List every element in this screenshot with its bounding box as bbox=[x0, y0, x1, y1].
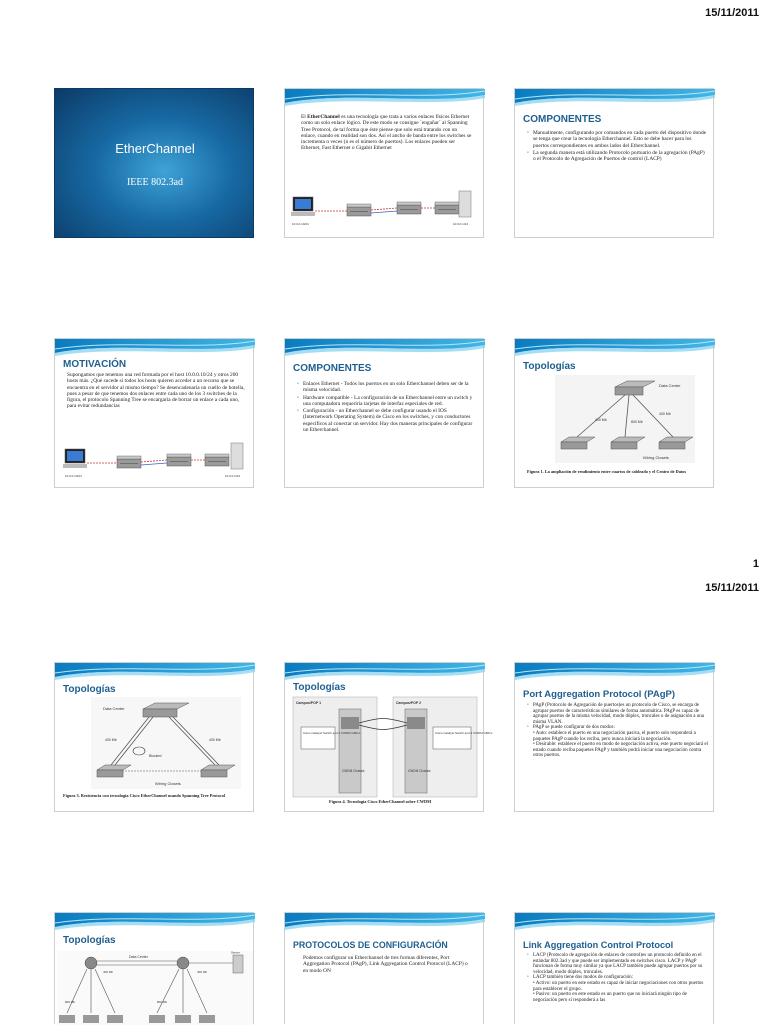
page-number: 1 bbox=[752, 558, 759, 570]
svg-text:CWDM Chassis: CWDM Chassis bbox=[408, 769, 431, 773]
page-date: 15/11/2011 bbox=[705, 7, 759, 19]
slide-title-subtitle: IEEE 802.3ad bbox=[126, 177, 184, 188]
slide-protocolos-text: Podemos configurar un Etherchannel de tres formas diferentes, Port Aggregation Protocol (PAgP), Link Aggregation Control Protocol (LACP) o en modo ON bbox=[303, 955, 468, 974]
slide-protocolos[interactable] bbox=[284, 912, 484, 1024]
slide-motivacion[interactable] bbox=[54, 338, 254, 488]
topology-diagram bbox=[555, 375, 695, 463]
slide-topologias-4[interactable] bbox=[54, 912, 254, 1024]
svg-text:Campus/POP 2: Campus/POP 2 bbox=[396, 701, 422, 705]
slide-heading: Topologías bbox=[293, 682, 346, 693]
slide-componentes-1[interactable] bbox=[514, 88, 714, 238]
data-center-label: Data Center bbox=[659, 383, 681, 388]
slide-header-wave bbox=[515, 913, 715, 939]
svg-text:Blocked: Blocked bbox=[149, 754, 162, 758]
cwdm-diagram bbox=[293, 697, 493, 797]
slide-intro[interactable] bbox=[284, 88, 484, 238]
slide-heading: Topologías bbox=[63, 684, 116, 695]
slide-header-wave bbox=[285, 89, 485, 115]
svg-text:10.0.0.1/24: 10.0.0.1/24 bbox=[453, 222, 469, 226]
slide-lacp-text bbox=[527, 953, 709, 1003]
slide-title-heading: EtherChannel bbox=[115, 141, 195, 156]
slide-header-wave bbox=[285, 913, 485, 939]
network-diagram bbox=[55, 439, 255, 485]
slide-title[interactable] bbox=[54, 88, 254, 238]
slide-heading: COMPONENTES bbox=[293, 363, 372, 374]
figure-caption: Figura 4. Tecnología Cisco EtherChannel sobre CWDM bbox=[329, 799, 432, 804]
topology-diagram bbox=[57, 951, 253, 1025]
slide-bullets bbox=[297, 381, 477, 434]
sub-item: • Activo: un puerto en este estado es capaz de iniciar negociaciones con otros puertos para establecer el grupo. bbox=[533, 980, 704, 992]
svg-text:Server: Server bbox=[231, 950, 240, 955]
svg-text:Cisco Catalyst Switch and 4 CW: Cisco Catalyst Switch and 4 CWDM GBICs bbox=[435, 731, 493, 735]
slide-bullets bbox=[527, 130, 707, 163]
bullet: • LACP también tiene dos modos de configuración: bbox=[527, 975, 634, 981]
slide-header-wave bbox=[285, 339, 485, 365]
slide-topologias-1[interactable] bbox=[514, 338, 714, 488]
bullet: • PAgP se puede configurar de dos modos: bbox=[527, 725, 615, 731]
svg-text:10.0.0.1/24: 10.0.0.1/24 bbox=[225, 474, 241, 478]
bullet: • La segunda manera está utilizando Protocolo portuario de la agregación (PAgP) o el Protocolo de Agregación de Puertos de control (LACP) bbox=[527, 150, 707, 163]
slide-header-wave bbox=[515, 89, 715, 115]
topology-diagram bbox=[91, 697, 241, 789]
slide-heading: Topologías bbox=[63, 935, 116, 946]
slide-heading: Port Aggregation Protocol (PAgP) bbox=[523, 689, 675, 700]
sub-item: • Desirable: establece el puerto en modo de negociación activa, este puerto negociará el estado cuando reciba paquetes PAgP y también podrá iniciar una negociación contra otros puertos. bbox=[533, 742, 709, 759]
svg-text:Campus/POP 1: Campus/POP 1 bbox=[296, 701, 322, 705]
svg-text:800 Mb: 800 Mb bbox=[631, 420, 643, 424]
svg-text:400 Mb: 400 Mb bbox=[595, 418, 607, 422]
slide-header-wave bbox=[515, 663, 715, 689]
bullet: • Configuración - un Etherchannel se debe configurar usando el IOS (Internetwork Operating System) de Cisco en los switches, y con conductores específicos al conectar un servidor. Hay dos maneras principales de configurar un Etherchannel. bbox=[297, 408, 477, 433]
svg-text:Wiring Closets: Wiring Closets bbox=[155, 781, 181, 786]
svg-text:Cisco Catalyst Switch and 4 CW: Cisco Catalyst Switch and 4 CWDM GBICs bbox=[303, 731, 361, 735]
svg-text:10.0.0.10/24: 10.0.0.10/24 bbox=[65, 474, 82, 478]
slide-heading: MOTIVACIÓN bbox=[63, 359, 127, 370]
slide-componentes-2[interactable] bbox=[284, 338, 484, 488]
slide-heading: PROTOCOLOS DE CONFIGURACIÓN bbox=[293, 940, 448, 950]
bullet: • Manualmente, configurando por comandos en cada puerto del dispositivo donde se tenga que crear la tecnología Etherchannel. Esto se debe hacer para los puertos correspondientes en ambos lados del Etherchannel. bbox=[527, 130, 707, 149]
bullet: • Hardware compatible - La configuración de un Etherchannel entre un switch y una computadora requeriría tarjetas de interfaz especiales de red. bbox=[297, 395, 477, 408]
svg-text:800 Mb: 800 Mb bbox=[157, 1000, 168, 1004]
slide-heading: Topologías bbox=[523, 361, 576, 372]
svg-text:10.0.0.10/24: 10.0.0.10/24 bbox=[292, 222, 309, 226]
svg-text:Data Center: Data Center bbox=[129, 955, 148, 959]
slide-heading: Link Aggregation Control Protocol bbox=[523, 940, 674, 950]
svg-text:400 Mb: 400 Mb bbox=[197, 970, 208, 974]
slide-heading: COMPONENTES bbox=[523, 114, 602, 125]
svg-text:400 Mb: 400 Mb bbox=[103, 970, 114, 974]
svg-text:400 Mb: 400 Mb bbox=[659, 412, 671, 416]
bullet: • Enlaces Ethernet - Todos los puertos en un solo Etherchannel deben ser de la misma velocidad. bbox=[297, 381, 477, 394]
svg-text:Wiring Closets: Wiring Closets bbox=[643, 455, 669, 460]
svg-text:400 Mb: 400 Mb bbox=[105, 738, 117, 742]
slide-pagp[interactable] bbox=[514, 662, 714, 812]
slide-topologias-2[interactable] bbox=[54, 662, 254, 812]
bullet: • LACP (Protocolo de agregación de enlaces de control)es un protocolo definido en el estándar 802.3ad y que puede ser implementado en switches cisco. LACP y PAgP funcionan de forma muy similar ya que LACP también puede agrupar puertos por su velocidad, modo dúplex, troncales. bbox=[527, 953, 703, 975]
svg-text:Data Center: Data Center bbox=[103, 706, 125, 711]
slide-intro-text: El EtherChannel es una tecnología que trata a varios enlaces físicos Ethernet como un solo enlace lógico. De este modo se consigue `engañar´ al Spanning Tree Protocol, de tal forma que éste piense que solo está tratando con un enlace, cuando en realidad son dos. Así el ancho de banda entre los switches se incrementa n veces (n es el número de puertos). Los enlaces pueden ser Ethernet, Fast Ethernet o Gigabit Ethernet bbox=[301, 114, 472, 152]
slide-pagp-text bbox=[527, 703, 709, 759]
svg-text:800 Mb: 800 Mb bbox=[65, 1000, 76, 1004]
figure-caption: Figura 3. Resistencia con tecnología Cisco EtherChannel usando Spanning Tree Protocol bbox=[63, 793, 226, 798]
slide-topologias-3[interactable] bbox=[284, 662, 493, 812]
sub-item: • Auto: establece el puerto en una negociación pasiva, el puerto solo responderá a paquetes PAgP cuando los reciba, pero nunca iniciará la negociación. bbox=[533, 730, 696, 742]
svg-text:400 Mb: 400 Mb bbox=[209, 738, 221, 742]
svg-text:CWDM Chassis: CWDM Chassis bbox=[342, 769, 365, 773]
network-diagram bbox=[285, 187, 485, 233]
slide-lacp[interactable] bbox=[514, 912, 714, 1024]
figure-caption: Figura 1. La ampliación de rendimiento entre cuartos de cableado y el Centro de Datos bbox=[527, 469, 687, 474]
sub-item: • Pasivo: un puerto en este estado es un puerto que no iniciará ningún tipo de negociación pero sí responderá a las bbox=[533, 992, 687, 1003]
bullet: • PAgP (Protocolo de Agregación de puertos)es un protocolo de Cisco, se encarga de agrupar puertos de características similares de forma automática. PAgP es capaz de agrupar puertos de la misma velocidad, modo dúplex, troncales o de asignación a una misma VLAN. bbox=[527, 703, 704, 725]
slide-motivacion-text: Supongamos que tenemos una red formada por el host 10.0.0.10/24 y otros 200 hosts más. ¿Qué sucede si todos los hosts quieren acceder a un recurso que se encuentra en el servidor al mismo tiempo? Se desencadenaría un cuello de botella, pues a pesar de que tenemos dos enlaces entre cada uno de los 3 switches de la figura, el protocolo Spanning Tree se encargaría de borrar un enlace a cada uno, para evitar redundancias bbox=[67, 372, 245, 410]
page-date: 15/11/2011 bbox=[705, 582, 759, 594]
